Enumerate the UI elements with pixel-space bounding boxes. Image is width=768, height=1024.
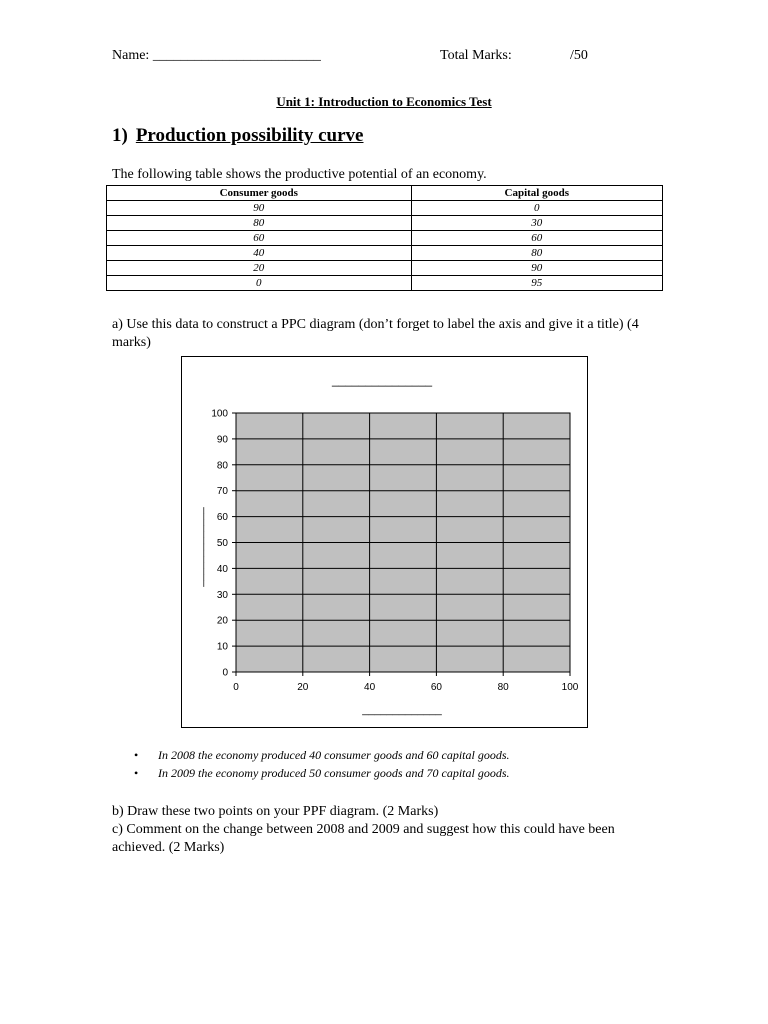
x-tick-label: 0 <box>233 682 239 693</box>
bullet-list <box>134 746 510 782</box>
consumer-cell: 90 <box>107 201 412 216</box>
y-tick-label: 70 <box>216 486 228 498</box>
x-axis-label: _____________ <box>362 704 442 716</box>
capital-cell: 60 <box>411 231 662 246</box>
consumer-cell: 80 <box>107 216 412 231</box>
y-tick-label: 90 <box>216 434 228 446</box>
section-number: 1) <box>112 125 128 146</box>
y-axis-label: _____________ <box>193 507 205 587</box>
x-tick-label: 100 <box>561 682 579 693</box>
bullet-text-2009: In 2009 the economy produced 50 consumer goods and 70 capital goods. <box>158 766 510 780</box>
consumer-cell: 40 <box>107 246 412 261</box>
question-b: b) Draw these two points on your PPF diagram. (2 Marks) <box>112 804 439 819</box>
question-c: c) Comment on the change between 2008 and 2009 and suggest how this could have been achieved. (2 Marks) <box>112 822 615 855</box>
bullet-icon: • <box>134 748 139 762</box>
bullet-text-2008: In 2008 the economy produced 40 consumer goods and 60 capital goods. <box>158 748 510 762</box>
list-item <box>134 746 510 764</box>
total-marks-value: /50 <box>570 48 588 63</box>
section-title: Production possibility curve <box>135 125 364 146</box>
name-field-label: Name: ________________________ <box>112 48 321 63</box>
y-tick-label: 100 <box>211 408 228 420</box>
y-tick-label: 10 <box>216 641 228 653</box>
test-title: Unit 1: Introduction to Economics Test <box>276 94 492 109</box>
ppc-chart-frame <box>181 356 588 728</box>
section-heading <box>112 125 364 147</box>
consumer-cell: 0 <box>107 276 412 291</box>
y-tick-label: 80 <box>216 460 228 472</box>
capital-cell: 30 <box>411 216 662 231</box>
intro-text: The following table shows the productive potential of an economy. <box>112 167 487 182</box>
table-row <box>107 231 663 246</box>
bullet-icon: • <box>134 766 139 780</box>
capital-cell: 90 <box>411 261 662 276</box>
y-tick-label: 60 <box>216 512 228 524</box>
list-item <box>134 764 510 782</box>
y-tick-label: 0 <box>222 667 228 679</box>
table-row <box>107 201 663 216</box>
y-tick-label: 50 <box>216 538 228 549</box>
question-a: a) Use this data to construct a PPC diagram (don’t forget to label the axis and give it a title) (4 marks) <box>112 317 639 350</box>
x-tick-label: 80 <box>497 682 509 693</box>
consumer-cell: 20 <box>107 261 412 276</box>
header-consumer-goods: Consumer goods <box>107 186 412 201</box>
x-tick-label: 20 <box>297 682 309 693</box>
table-row <box>107 276 663 291</box>
y-tick-label: 20 <box>216 615 228 627</box>
table-row <box>107 246 663 261</box>
chart-title: _______________ <box>331 373 433 387</box>
y-tick-label: 30 <box>216 589 228 601</box>
capital-cell: 0 <box>411 201 662 216</box>
ppc-chart <box>182 357 587 727</box>
questions-b-c <box>112 803 652 857</box>
header-capital-goods: Capital goods <box>411 186 662 201</box>
total-marks-label: Total Marks: <box>440 48 512 63</box>
capital-cell: 95 <box>411 276 662 291</box>
table-row <box>107 216 663 231</box>
consumer-cell: 60 <box>107 231 412 246</box>
capital-cell: 80 <box>411 246 662 261</box>
x-tick-label: 60 <box>430 682 442 693</box>
table-header-row <box>107 186 663 201</box>
x-tick-label: 40 <box>364 682 376 693</box>
production-table <box>106 185 663 291</box>
table-row <box>107 261 663 276</box>
y-tick-label: 40 <box>216 563 228 575</box>
